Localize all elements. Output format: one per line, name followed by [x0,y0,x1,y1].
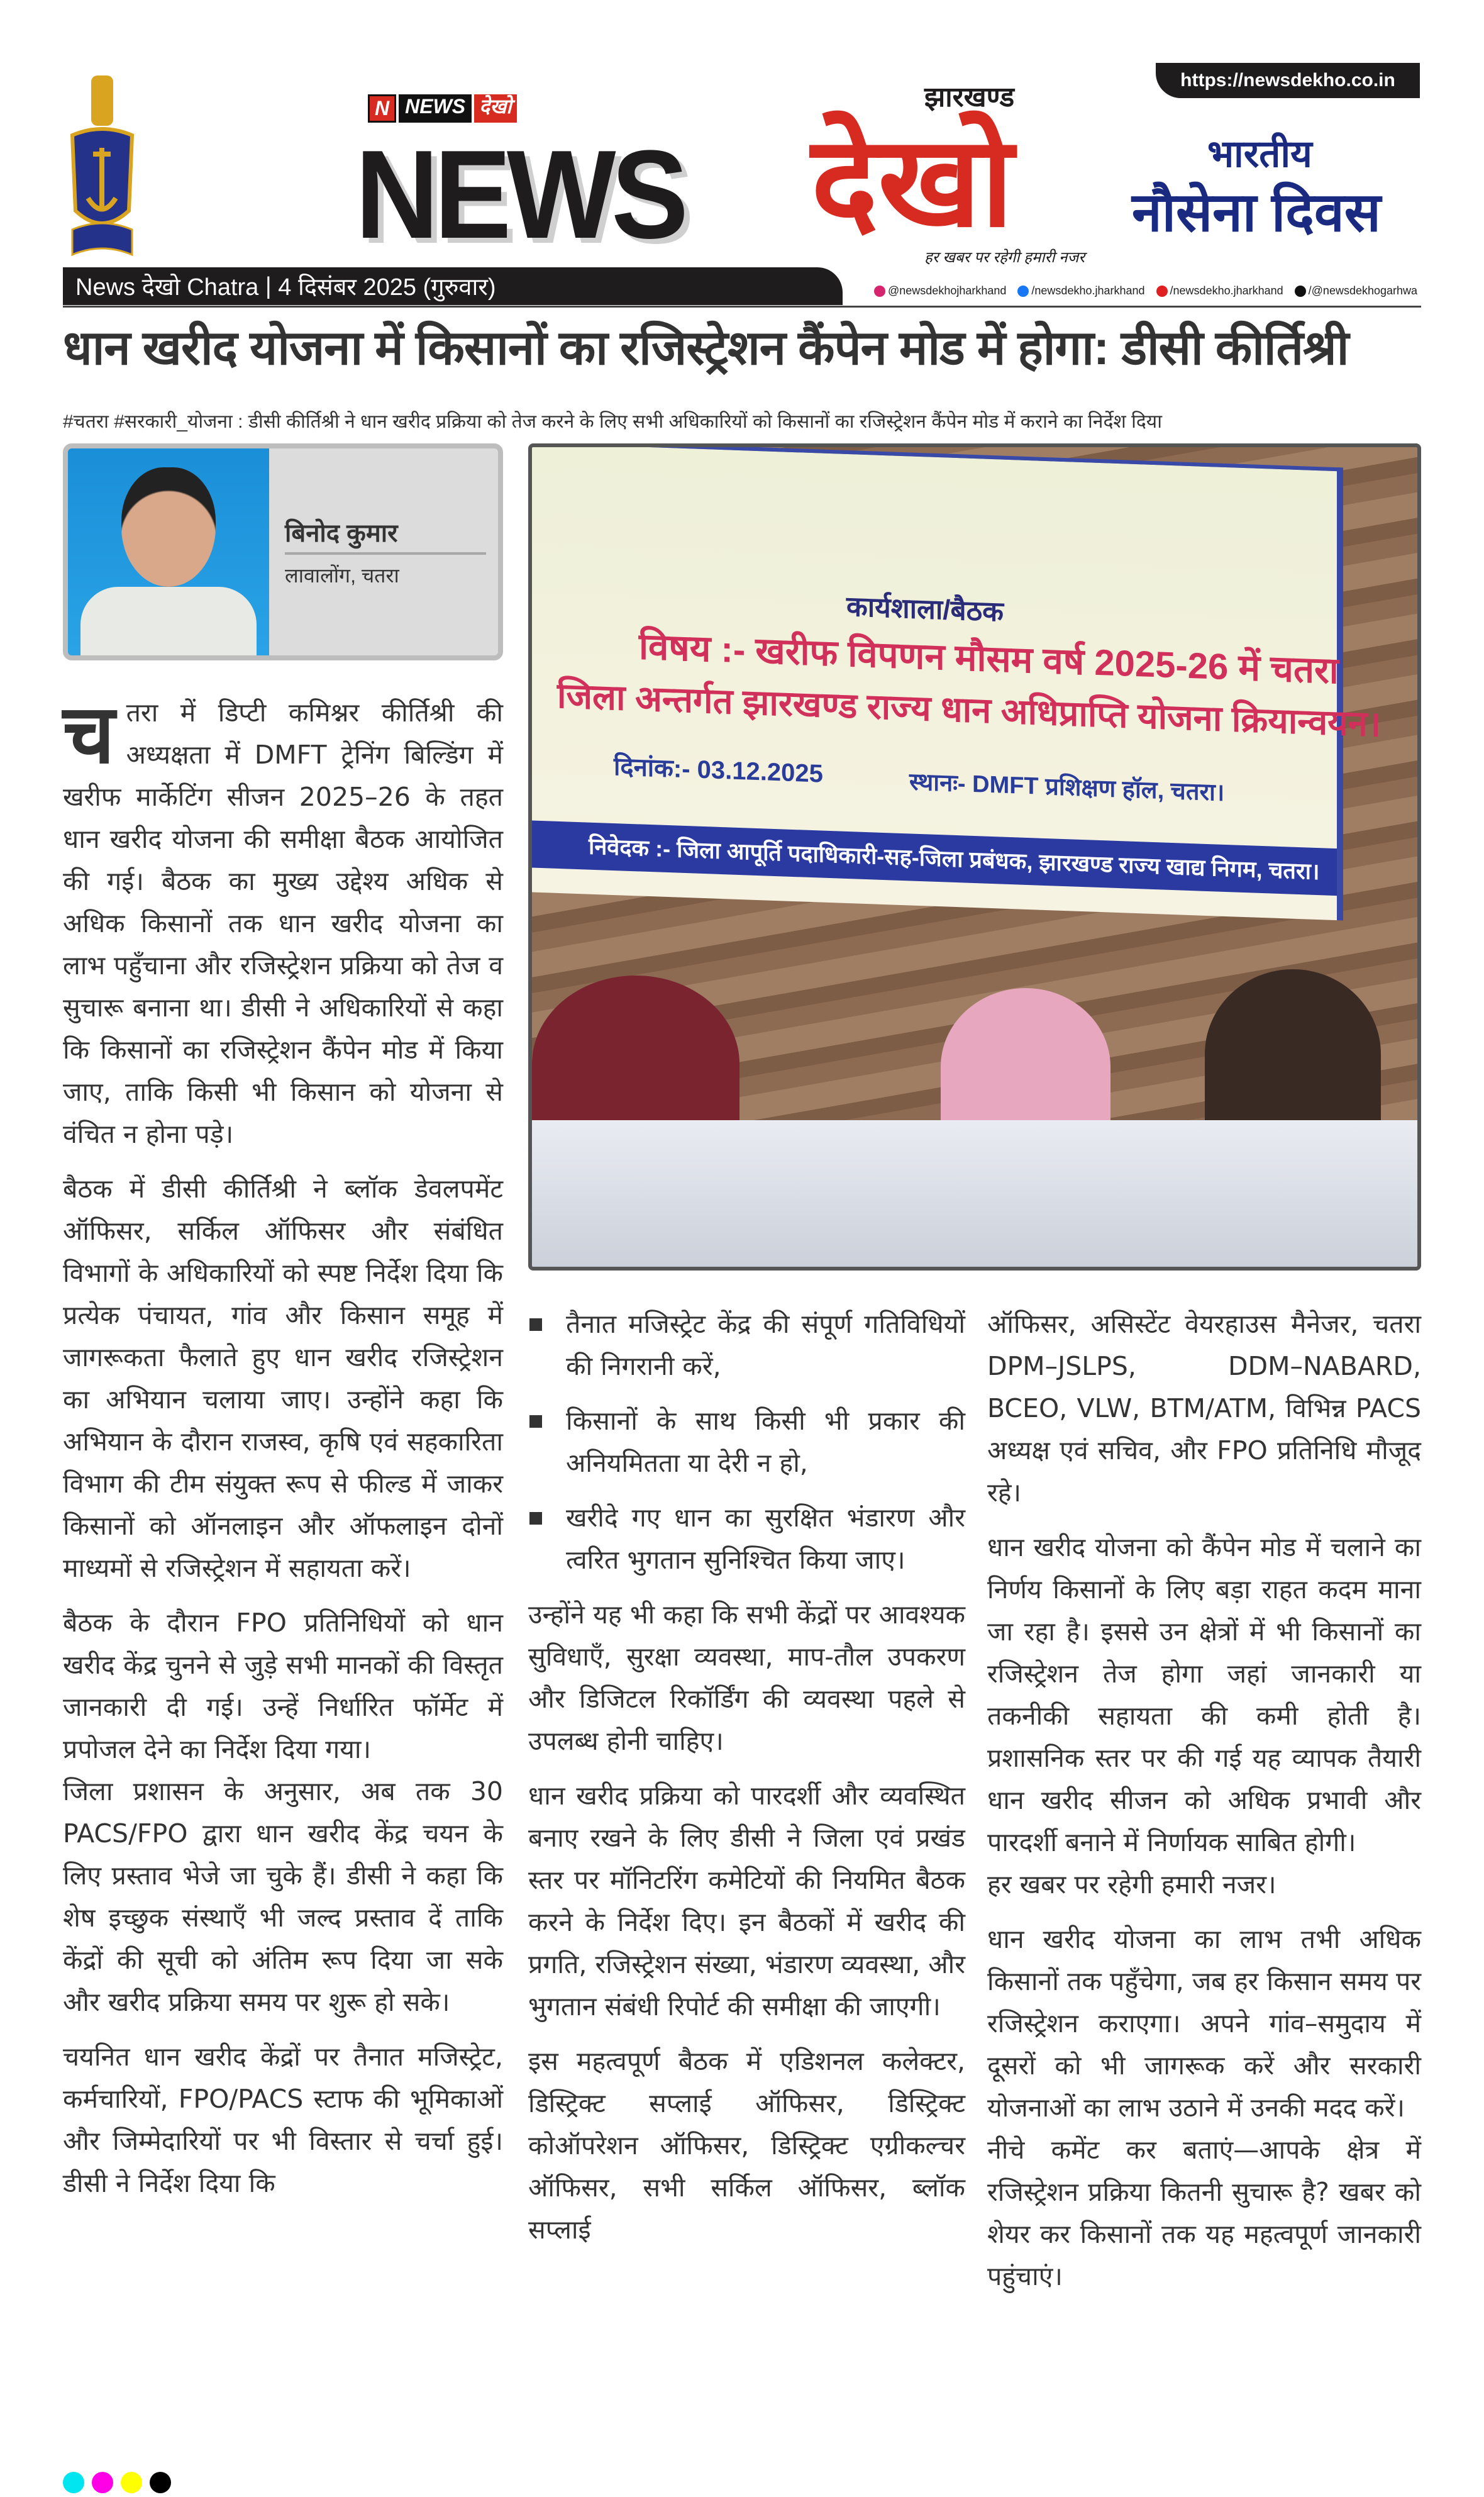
article-subline: #चतरा #सरकारी_योजना : डीसी कीर्तिश्री ने धान खरीद प्रक्रिया को तेज करने के लिए सभी अधिकारियों को किसानों का रजिस्ट्रेशन कैंपेन मोड में कराने का निर्देश दिया [63,411,1162,432]
separator: | [258,272,279,299]
banner-subject-1: विषय :- खरीफ विपणन मौसम वर्ष 2025-26 में चतरा [639,626,1339,692]
meeting-table [532,1120,1417,1271]
banner-venue: स्थानः- DMFT प्रशिक्षण हॉल, चतरा। [909,769,1225,806]
paragraph: धान खरीद योजना को कैंपेन मोड में चलाने का निर्णय किसानों के लिए बड़ा राहत कदम माना जा रहा है। इससे उन क्षेत्रों में भी किसानों का रजिस्ट्रेशन तेज होगा जहां जानकारी या तकनीकी सहायता की कमी होती है। प्रशासनिक स्तर पर की गई यह व्यापक तैयारी धान खरीद सीजन को अधिक प्रभावी और पारदर्शी बनाने में निर्णायक साबित होगी। [987,1532,1421,1857]
meeting-banner [532,443,1381,921]
social-links [874,283,1417,298]
social-youtube[interactable]: /newsdekho.jharkhand [1156,283,1283,298]
banner-requester: निवेदक :- जिला आपूर्ति पदाधिकारी-सह-जिला प्रबंधक, झारखण्ड राज्य खाद्य निगम, चतरा। [532,820,1337,896]
list-item: खरीदे गए धान का सुरक्षित भंडारण और त्वरित भुगतान सुनिश्चित किया जाए। [528,1497,965,1581]
magenta-dot [92,2472,113,2493]
article-column-1 [63,688,503,2217]
logo-dekho: देखो [811,112,1014,252]
author-photo [68,448,269,655]
banner-date: दिनांक:- 03.12.2025 [614,753,823,788]
event-line-2: नौसेना दिवस [1132,182,1381,243]
navy-emblem-icon [69,72,135,264]
directive-list [528,1303,965,1581]
social-instagram[interactable]: @newsdekhojharkhand [874,283,1006,298]
author-divider [285,552,486,555]
author-name: बिनोद कुमार [285,520,398,547]
author-place: लावालोंग, चतरा [285,564,399,587]
x-icon [1295,286,1306,297]
drop-cap: च [63,688,115,780]
logo-news-small: NEWS [399,94,472,123]
edition-name: News देखो Chatra [75,274,259,301]
banner-title: कार्यशाला/बैठक [846,591,1004,628]
list-item: किसानों के साथ किसी भी प्रकार की अनियमितता या देरी न हो, [528,1400,965,1484]
list-item: तैनात मजिस्ट्रेट केंद्र की संपूर्ण गतिविधियों की निगरानी करें, [528,1303,965,1388]
youtube-icon [1156,286,1168,297]
social-facebook[interactable]: /newsdekho.jharkhand [1017,283,1144,298]
paragraph: तरा में डिप्टी कमिश्नर कीर्तिश्री की अध्यक्षता में DMFT ट्रेनिंग बिल्डिंग में खरीफ मार्केटिंग सीजन 2025–26 के तहत धान खरीद योजना की समीक्षा बैठक आयोजित की गई। बैठक का मुख्य उद्देश्य अधिक से अधिक किसानों तक धान खरीद योजना का लाभ पहुँचाना और रजिस्ट्रेशन प्रक्रिया को तेज व सुचारू बनाना था। डीसी ने अधिकारियों से कहा कि किसानों का रजिस्ट्रेशन कैंपेन मोड में किया जाए, ताकि किसी भी किसान को योजना से वंचित न होना पड़े। [63,698,503,1149]
black-dot [150,2472,171,2493]
logo-region: झारखण्ड [924,82,1015,113]
social-x[interactable]: /@newsdekhogarhwa [1295,283,1417,298]
banner-subject-2: जिला अन्तर्गत झारखण्ड राज्य धान अधिप्राप्ति योजना क्रियान्वयन। [557,675,1381,744]
paragraph: इस महत्वपूर्ण बैठक में एडिशनल कलेक्टर, डिस्ट्रिक्ट सप्लाई ऑफिसर, डिस्ट्रिक्ट कोऑपरेशन ऑफिसर, डिस्ट्रिक्ट एग्रीकल्चर ऑफिसर, सभी सर्किल ऑफिसर, ब्लॉक सप्लाई [528,2046,965,2245]
website-url[interactable]: https://newsdekho.co.in [1156,63,1420,98]
logo-news: NEWS [355,125,684,265]
paragraph: बैठक के दौरान FPO प्रतिनिधियों को धान खरीद केंद्र चुनने से जुड़े सभी मानकों की विस्तृत जानकारी दी गई। उन्हें निर्धारित फॉर्मेट में प्रपोजल देने का निर्देश दिया गया। [63,1608,503,1764]
logo-dekho-small: देखो [474,94,516,123]
author-card [63,443,503,660]
yellow-dot [121,2472,142,2493]
paragraph: उन्होंने यह भी कहा कि सभी केंद्रों पर आवश्यक सुविधाएँ, सुरक्षा व्यवस्था, माप-तौल उपकरण और डिजिटल रिकॉर्डिंग की व्यवस्था पहले से उपलब्ध होनी चाहिए। [528,1599,965,1756]
facebook-icon [1017,286,1029,297]
paragraph: ऑफिसर, असिस्टेंट वेयरहाउस मैनेजर, चतरा DPM–JSLPS, DDM–NABARD, BCEO, VLW, BTM/ATM, विभिन्न PACS अध्यक्ष एवं सचिव, और FPO प्रतिनिधि मौजूद रहे। [987,1309,1421,1508]
paragraph: हर खबर पर रहेगी हमारी नजर। [987,1869,1276,1899]
paragraph: बैठक में डीसी कीर्तिश्री ने ब्लॉक डेवलपमेंट ऑफिसर, सर्किल ऑफिसर और संबंधित विभागों के अधिकारियों को स्पष्ट निर्देश दिया कि प्रत्येक पंचायत, गांव और किसान समूह में जागरूकता फैलाते हुए धान खरीद रजिस्ट्रेशन का अभियान चलाया जाए। उन्होंने कहा कि अभियान के दौरान राजस्व, कृषि एवं सहकारिता विभाग की टीम संयुक्त रूप से फील्ड में जाकर किसानों को ऑनलाइन और ऑफलाइन दोनों माध्यमों से रजिस्ट्रेशन में सहायता करें। [63,1174,503,1583]
article-column-3 [987,1303,1421,2310]
logo-n: N [368,94,396,123]
article-column-2 [528,1303,965,2264]
paragraph: धान खरीद योजना का लाभ तभी अधिक किसानों तक पहुँचेगा, जब हर किसान समय पर रजिस्ट्रेशन कराएगा। अपने गांव–समुदाय में दूसरों को भी जागरूक करें और सरकारी योजनाओं का लाभ उठाने में उनकी मदद करें। [987,1924,1421,2123]
article-headline: धान खरीद योजना में किसानों का रजिस्ट्रेशन कैंपेन मोड में होगा: डीसी कीर्तिश्री [63,321,1349,375]
paragraph: जिला प्रशासन के अनुसार, अब तक 30 PACS/FPO द्वारा धान खरीद केंद्र चयन के लिए प्रस्ताव भेजे जा चुके हैं। डीसी ने कहा कि शेष इच्छुक संस्थाएँ भी जल्द प्रस्ताव दें ताकि केंद्रों की सूची को अंतिम रूप दिया जा सके और खरीद प्रक्रिया समय पर शुरू हो सके। [63,1776,503,2017]
paragraph: नीचे कमेंट कर बताएं—आपके क्षेत्र में रजिस्ट्रेशन प्रक्रिया कितनी सुचारू है? खबर को शेयर कर किसानों तक यह महत्वपूर्ण जानकारी पहुंचाएं। [987,2135,1421,2291]
header-divider [63,306,1421,308]
article-photo [528,443,1421,1271]
instagram-icon [874,286,885,297]
registration-marks [63,2472,171,2493]
tagline: हर खबर पर रहेगी हमारी नजर [924,249,1085,266]
edition-bar [63,267,843,305]
person-3 [1205,969,1381,1139]
paragraph: चयनित धान खरीद केंद्रों पर तैनात मजिस्ट्रेट, कर्मचारियों, FPO/PACS स्टाफ की भूमिकाओं और जिम्मेदारियों पर भी विस्तार से चर्चा हुई। डीसी ने निर्देश दिया कि [63,2042,503,2198]
cyan-dot [63,2472,84,2493]
event-line-1: भारतीय [1207,133,1312,175]
paragraph: धान खरीद प्रक्रिया को पारदर्शी और व्यवस्थित बनाए रखने के लिए डीसी ने जिला एवं प्रखंड स्तर पर मॉनिटरिंग कमेटियों की नियमित बैठक करने के निर्देश दिए। इन बैठकों में खरीद की प्रगति, रजिस्ट्रेशन संख्या, भंडारण व्यवस्था, और भुगतान संबंधी रिपोर्ट की समीक्षा की जाएगी। [528,1781,965,2022]
small-logo [368,94,517,123]
edition-date: 4 दिसंबर 2025 (गुरुवार) [278,274,496,301]
